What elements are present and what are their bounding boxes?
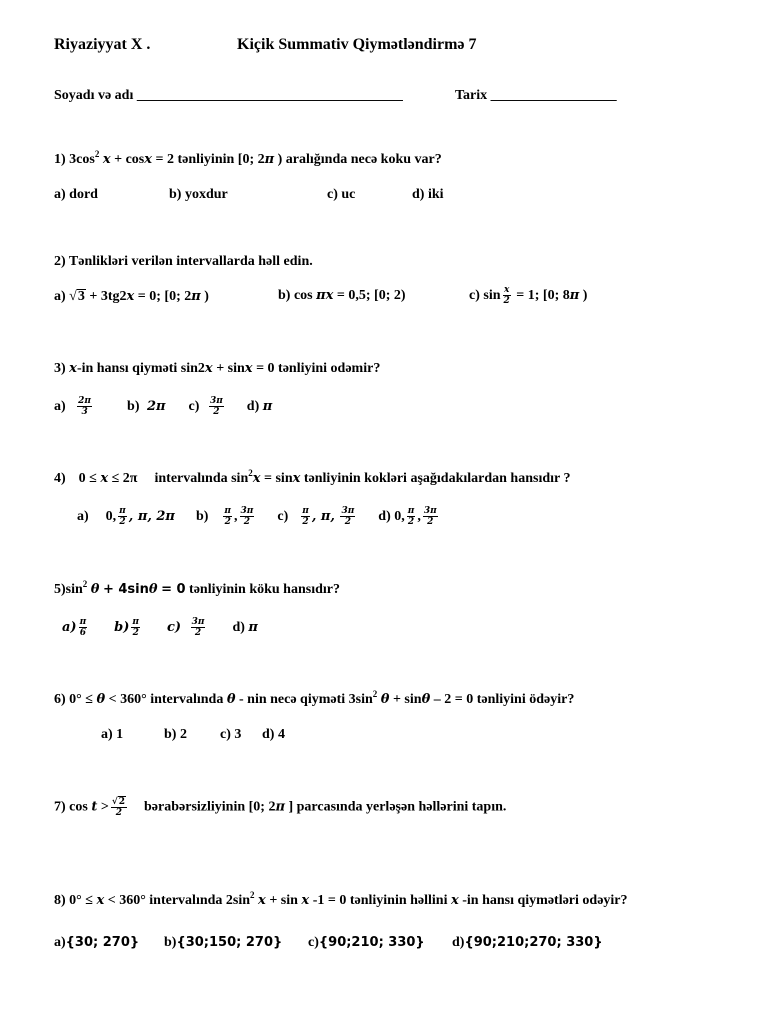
question-5: $5)\sin^2$ θ + 4sinθ = 0 tənliyinin köku hansıdır? — [54, 579, 340, 597]
q1-option-b: b) yoxdur — [169, 187, 228, 202]
fraction: $\frac{\pi}{6}$ — [79, 617, 87, 639]
q1-option-a: a) dord — [54, 187, 98, 202]
q2-part-a: a) √3 + 3tg2x = 0; [0; 2π ) — [54, 289, 209, 304]
q2-part-b: b) cos πx = 0,5; [0; 2) — [278, 288, 406, 303]
q8-option-c: c){90;210; 330} — [308, 935, 425, 950]
question-1: 1) $3\cos^2$ x + cosx = 2 tənliyinin [0; 2π ) aralığında necə koku var? — [54, 149, 442, 167]
question-3: 3) x-in hansı qiyməti sin2x + sinx = 0 tənliyini odəmir? — [54, 361, 381, 376]
name-blank: ______________________________________ — [136, 88, 403, 103]
q4-options: a) 0, $\frac{\pi}{2}$ , π, 2π b) $\frac{\pi}{2}$ , $\frac{3\pi}{2}$ c) $\frac{\pi}{2}$ , π, $\frac{3\pi}{2}$ d) 0, $\frac{\pi}{2}$ , $\frac{3\pi}{2}$ — [77, 506, 437, 528]
date-label: Tarix — [455, 88, 488, 103]
fraction: $\frac{3\pi}{2}$ — [341, 506, 355, 528]
fraction: $\frac{\pi}{2}$ — [132, 617, 140, 639]
question-7: 7) cos t > $\frac{√2}{2}$ bərabərsizliyinin [0; 2π ] parcasında yerləşən həllərini tapın. — [54, 797, 507, 819]
fraction: $\frac{\pi}{2}$ — [407, 506, 415, 528]
name-field — [54, 89, 403, 103]
q6-option-a: a) 1 — [101, 727, 124, 742]
q8-option-d: d){90;210;270; 330} — [452, 935, 603, 950]
name-label: Soyadı və adı — [54, 88, 134, 103]
question-8: 8) 0° ≤ x < 360° intervalında $2\sin^2$ x + sin x -1 = 0 tənliyinin həllini x -in hansı qiymətləri odəyir? — [54, 890, 628, 908]
worksheet-subject: Riyaziyyat X . — [54, 36, 151, 53]
fraction: $\frac{3\pi}{2}$ — [423, 506, 437, 528]
fraction: $\frac{3\pi}{2}$ — [240, 506, 254, 528]
q8-option-b: b){30;150; 270} — [164, 935, 283, 950]
question-6: 6) 0° ≤ θ < 360° intervalında θ - nin necə qiyməti $3\sin^2$ θ + sinθ – 2 = 0 tənliyini ödəyir? — [54, 689, 575, 707]
q8-option-a: a){30; 270} — [54, 935, 140, 950]
fraction: $\frac{\pi}{2}$ — [119, 506, 126, 528]
fraction: $\frac{3\pi}{2}$ — [191, 617, 205, 639]
date-blank: __________________ — [490, 88, 617, 103]
fraction: $\frac{\pi}{2}$ — [224, 506, 231, 528]
q6-option-b: b) 2 — [164, 727, 187, 742]
q6-option-d: d) 4 — [262, 727, 285, 742]
fraction: $\frac{2\pi}{3}$ — [78, 396, 92, 418]
fraction: $\frac{x}{2}$ — [503, 285, 510, 307]
q3-options: a) $\frac{2\pi}{3}$ b) 2π c) $\frac{3\pi}{2}$ d) π — [54, 396, 273, 418]
fraction: $\frac{\pi}{2}$ — [302, 506, 309, 528]
date-field — [455, 89, 617, 103]
q5-options: a) $\frac{\pi}{6}$ b) $\frac{\pi}{2}$ c) $\frac{3\pi}{2}$ d) π — [62, 617, 258, 639]
q1-option-c: c) uc — [327, 187, 356, 202]
q6-option-c: c) 3 — [220, 727, 242, 742]
fraction: $\frac{√2}{2}$ — [111, 797, 126, 819]
worksheet-title: Kiçik Summativ Qiymətləndirmə 7 — [237, 36, 477, 53]
fraction: $\frac{3\pi}{2}$ — [209, 396, 223, 418]
question-2: 2) Tənlikləri verilən intervallarda həll edin. — [54, 254, 313, 269]
q1-option-d: d) iki — [412, 187, 444, 202]
q2-part-c: c) sin $\frac{x}{2}$ = 1; [0; 8π ) — [469, 285, 588, 307]
question-4: 4) 0 ≤ x ≤ 2π intervalında $\sin^2x = \sin x$ tənliyinin kokləri aşağıdakılardan hansıdır ? — [54, 468, 571, 486]
